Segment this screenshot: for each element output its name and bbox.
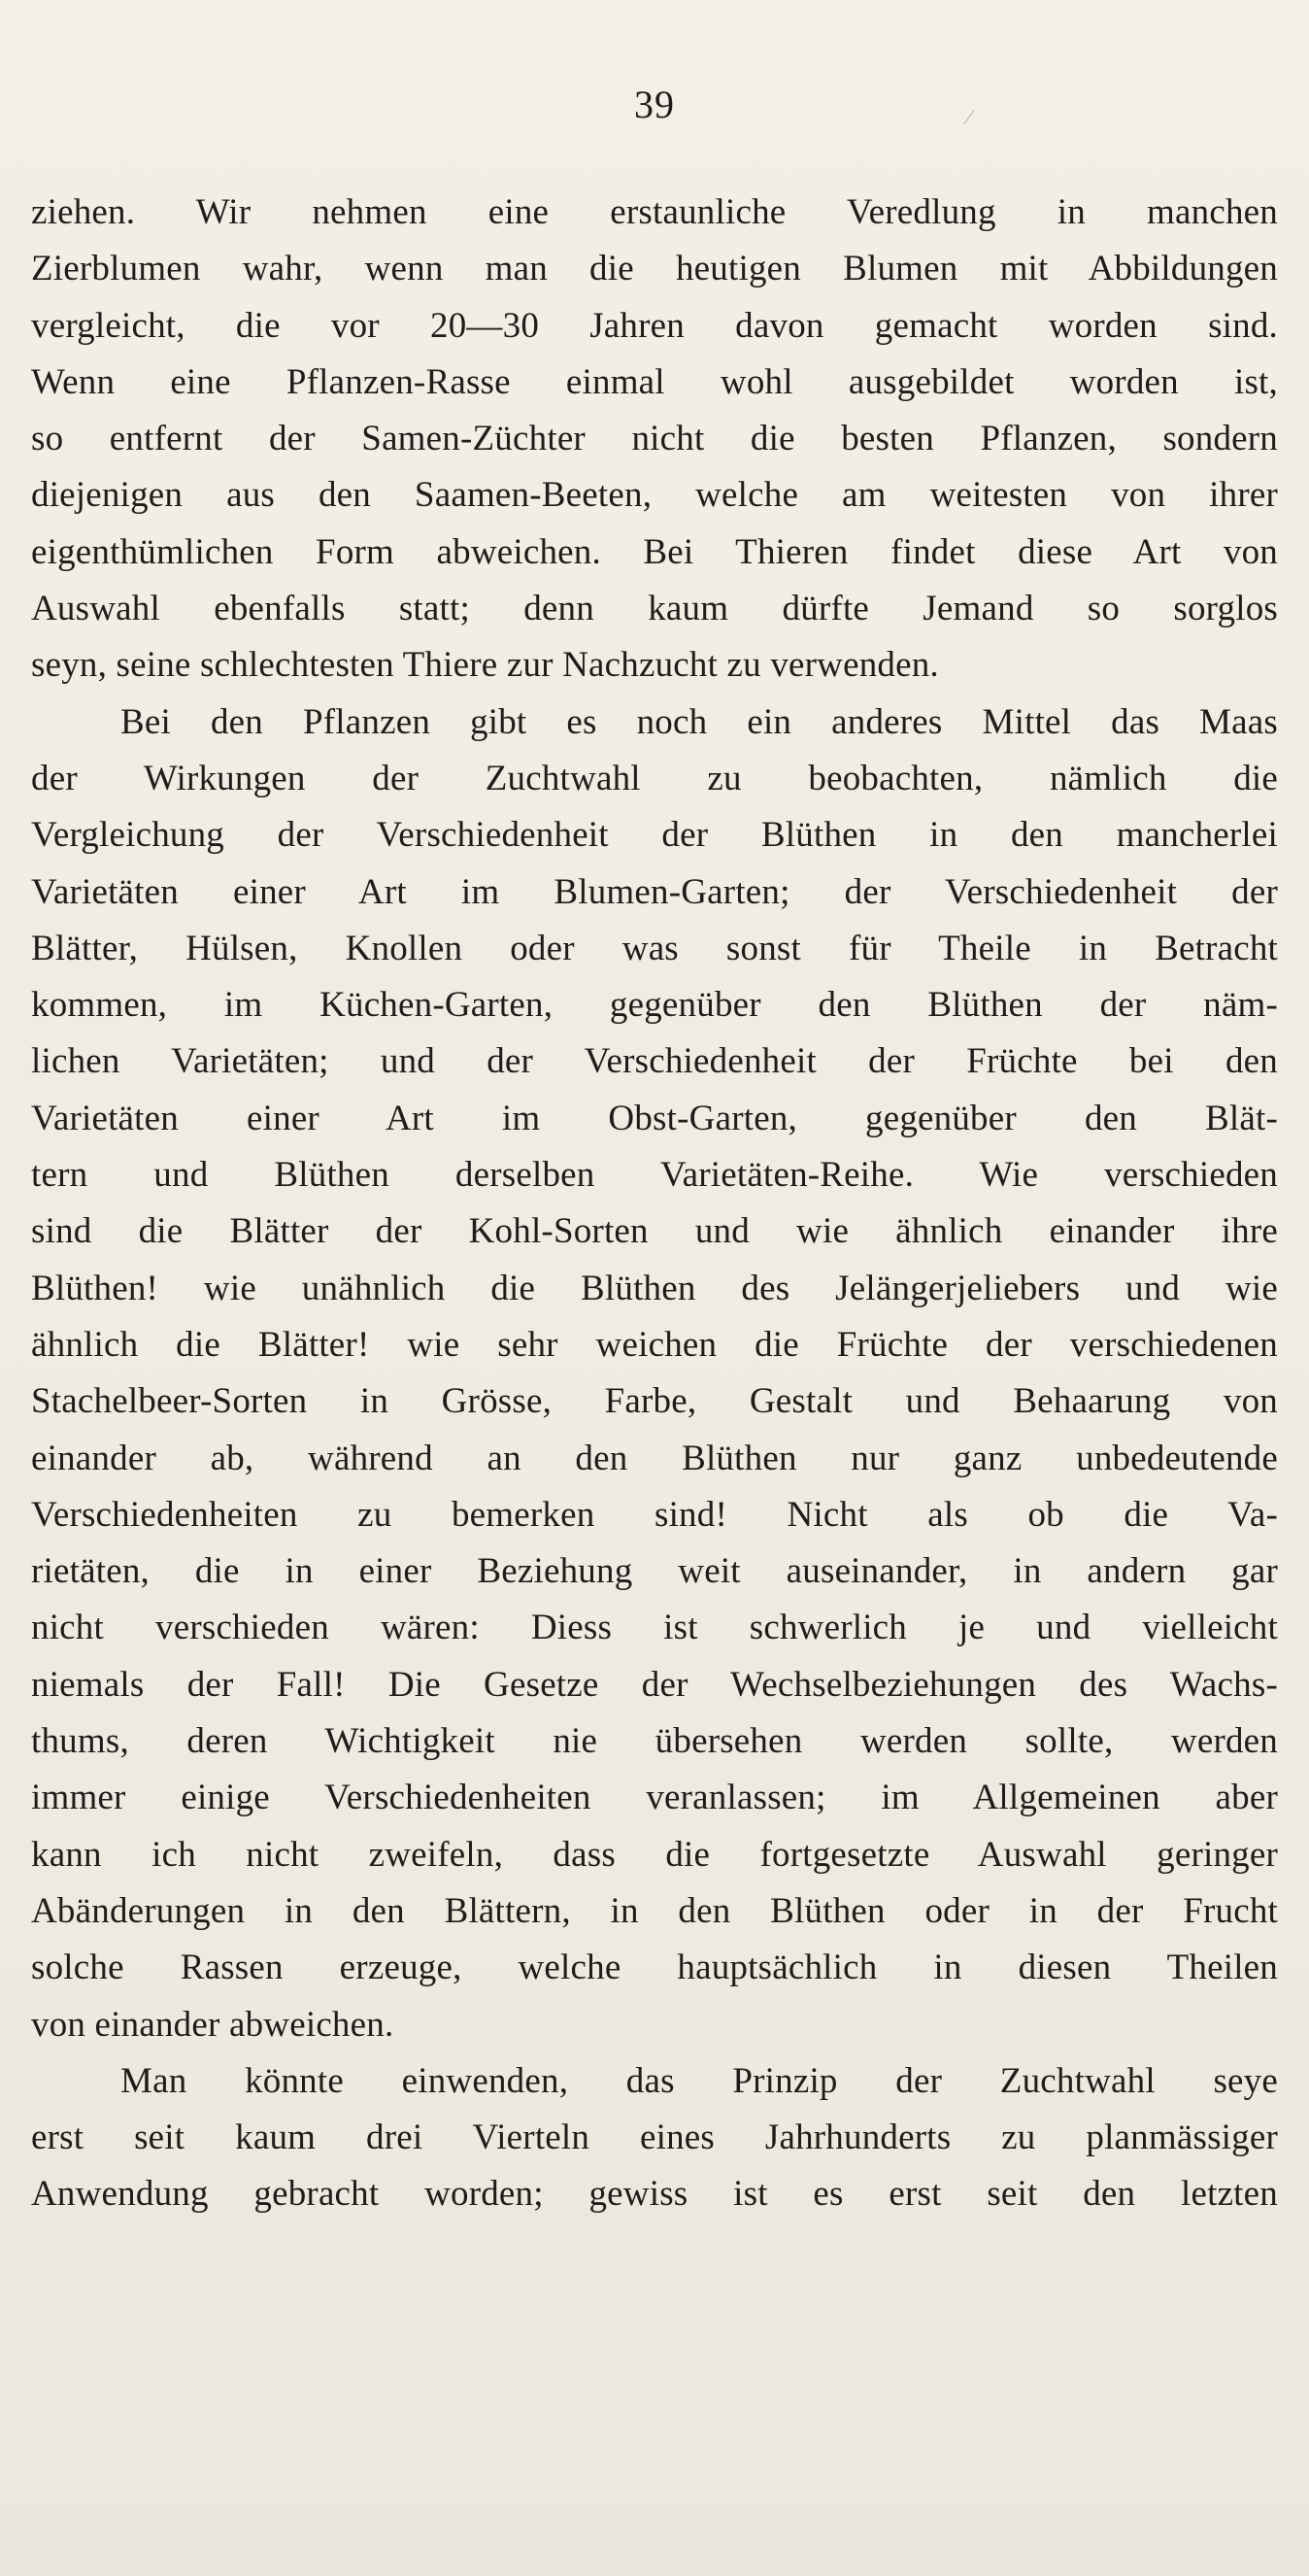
- text-line: Varietäten einer Art im Blumen-Garten; der Verschiedenheit der: [31, 871, 1278, 912]
- text-line: Zierblumen wahr, wenn man die heutigen Blumen mit Abbildungen: [31, 249, 1278, 289]
- text-line: sind die Blätter der Kohl-Sorten und wie ähnlich einander ihre: [31, 1211, 1278, 1252]
- text-line: seyn, seine schlechtesten Thiere zur Nachzucht zu verwenden.: [31, 645, 939, 686]
- text-line: Varietäten einer Art im Obst-Garten, gegenüber den Blät-: [31, 1098, 1278, 1138]
- text-line: Blüthen! wie unähnlich die Blüthen des Jelängerjeliebers und wie: [31, 1268, 1278, 1308]
- text-line: rietäten, die in einer Beziehung weit auseinander, in andern gar: [31, 1551, 1278, 1592]
- text-line: Wenn eine Pflanzen-Rasse einmal wohl ausgebildet worden ist,: [31, 361, 1278, 402]
- text-line: Auswahl ebenfalls statt; denn kaum dürfte Jemand so sorglos: [31, 589, 1278, 629]
- text-line: eigenthümlichen Form abweichen. Bei Thieren findet diese Art von: [31, 531, 1278, 572]
- text-line: Stachelbeer-Sorten in Grösse, Farbe, Gestalt und Behaarung von: [31, 1381, 1278, 1422]
- text-line: tern und Blüthen derselben Varietäten-Reihe. Wie verschieden: [31, 1155, 1278, 1196]
- text-line: der Wirkungen der Zuchtwahl zu beobachten, nämlich die: [31, 758, 1278, 798]
- text-line: so entfernt der Samen-Züchter nicht die besten Pflanzen, sondern: [31, 419, 1278, 459]
- text-line: kann ich nicht zweifeln, dass die fortgesetzte Auswahl geringer: [31, 1834, 1278, 1875]
- text-line: thums, deren Wichtigkeit nie übersehen werden sollte, werden: [31, 1721, 1278, 1762]
- body-text: [31, 185, 1278, 2223]
- text-line: Anwendung gebracht worden; gewiss ist es erst seit den letzten: [31, 2174, 1278, 2215]
- text-line: kommen, im Küchen-Garten, gegenüber den Blüthen der näm-: [31, 985, 1278, 1026]
- text-line: solche Rassen erzeuge, welche hauptsächlich in diesen Theilen: [31, 1948, 1278, 1988]
- text-line: Abänderungen in den Blättern, in den Blüthen oder in der Frucht: [31, 1890, 1278, 1931]
- text-line: Verschiedenheiten zu bemerken sind! Nicht als ob die Va-: [31, 1494, 1278, 1535]
- text-line: Blätter, Hülsen, Knollen oder was sonst für Theile in Betracht: [31, 928, 1278, 968]
- text-line: einander ab, während an den Blüthen nur ganz unbedeutende: [31, 1438, 1278, 1478]
- text-line: erst seit kaum drei Vierteln eines Jahrhunderts zu planmässiger: [31, 2118, 1278, 2158]
- text-line: lichen Varietäten; und der Verschiedenheit der Früchte bei den: [31, 1041, 1278, 1082]
- text-line: Bei den Pflanzen gibt es noch ein anderes Mittel das Maas: [120, 701, 1278, 742]
- text-line: Vergleichung der Verschiedenheit der Blüthen in den mancherlei: [31, 815, 1278, 856]
- text-line: ziehen. Wir nehmen eine erstaunliche Veredlung in manchen: [31, 192, 1278, 232]
- text-line: niemals der Fall! Die Gesetze der Wechselbeziehungen des Wachs-: [31, 1664, 1278, 1705]
- pencil-mark: ⁄: [967, 105, 971, 129]
- text-line: ähnlich die Blätter! wie sehr weichen die Früchte der verschiedenen: [31, 1324, 1278, 1365]
- text-line: nicht verschieden wären: Diess ist schwerlich je und vielleicht: [31, 1608, 1278, 1648]
- text-line: immer einige Verschiedenheiten veranlassen; im Allgemeinen aber: [31, 1778, 1278, 1818]
- text-line: vergleicht, die vor 20—30 Jahren davon gemacht worden sind.: [31, 305, 1278, 346]
- text-line: diejenigen aus den Saamen-Beeten, welche am weitesten von ihrer: [31, 475, 1278, 516]
- text-line: von einander abweichen.: [31, 2004, 394, 2045]
- text-line: Man könnte einwenden, das Prinzip der Zuchtwahl seye: [120, 2060, 1278, 2101]
- page-number: 39: [634, 83, 675, 126]
